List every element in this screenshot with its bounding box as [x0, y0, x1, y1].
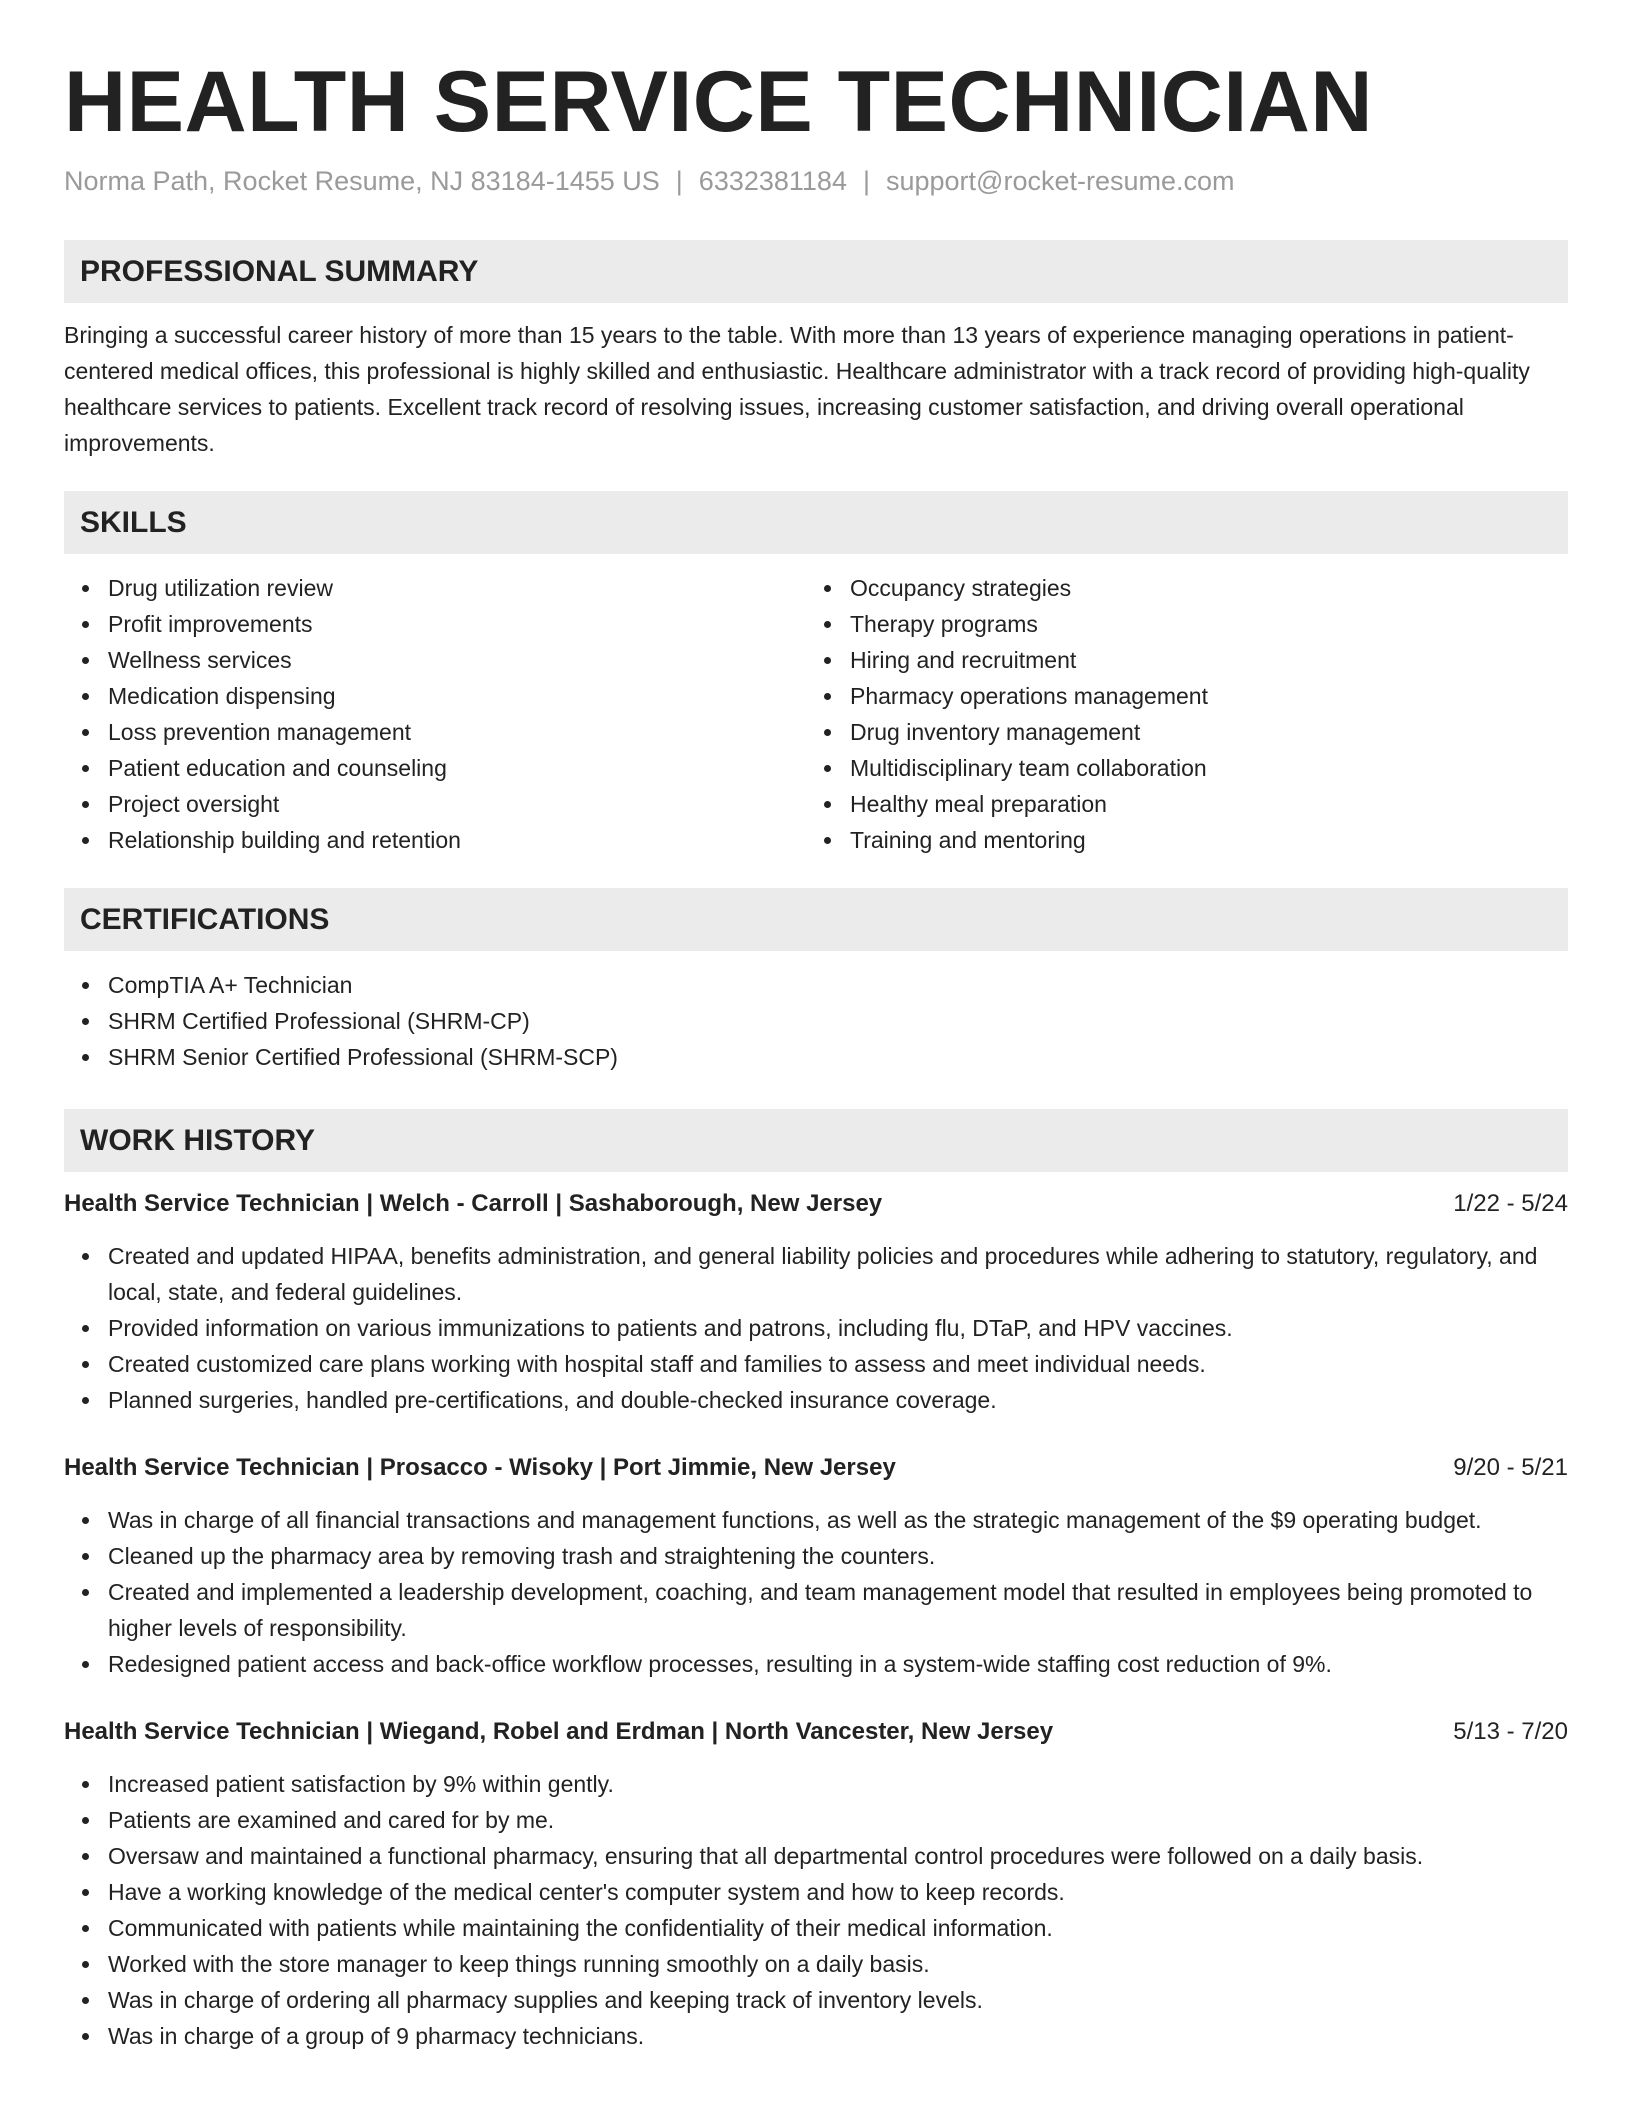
contact-separator: |: [675, 166, 683, 196]
job-bullet: Worked with the store manager to keep things running smoothly on a daily basis.: [64, 1946, 1568, 1982]
job-bullets: [64, 1502, 1568, 1682]
contact-address: Norma Path, Rocket Resume, NJ 83184-1455 US: [64, 166, 660, 196]
skill-item: Wellness services: [64, 642, 806, 678]
job-bullet: Patients are examined and cared for by me.: [64, 1802, 1568, 1838]
skills-section-header: [64, 491, 1568, 554]
job-bullets: [64, 1766, 1568, 2054]
job-entry: [64, 1450, 1568, 1682]
job-bullet: Created and updated HIPAA, benefits administration, and general liability policies and procedures while adhering to statutory, regulatory, and local, state, and federal guidelines.: [64, 1238, 1568, 1310]
job-header: [64, 1450, 1568, 1486]
job-bullet: Planned surgeries, handled pre-certifications, and double-checked insurance coverage.: [64, 1382, 1568, 1418]
work-history-heading: WORK HISTORY: [80, 1123, 316, 1157]
job-dates: 5/13 - 7/20: [1453, 1718, 1568, 1745]
summary-section-header: [64, 240, 1568, 303]
job-bullet: Provided information on various immunizations to patients and patrons, including flu, DTaP, and HPV vaccines.: [64, 1310, 1568, 1346]
job-bullet: Was in charge of ordering all pharmacy supplies and keeping track of inventory levels.: [64, 1982, 1568, 2018]
job-entry: [64, 1714, 1568, 2054]
job-bullet: Communicated with patients while maintaining the confidentiality of their medical information.: [64, 1910, 1568, 1946]
skill-item: Training and mentoring: [806, 822, 1548, 858]
summary-text: Bringing a successful career history of more than 15 years to the table. With more than 13 years of experience managing operations in patient-centered medical offices, this professional is highly skilled and enthusiastic. Healthcare administrator with a track record of providing high-quality healthcare services to patients. Excellent track record of resolving issues, increasing customer satisfaction, and driving overall operational improvements.: [64, 322, 1530, 456]
job-dates: 1/22 - 5/24: [1453, 1190, 1568, 1217]
certifications-heading: CERTIFICATIONS: [80, 902, 330, 936]
contact-separator: |: [862, 166, 870, 196]
contact-line: [64, 164, 1568, 198]
job-header: [64, 1186, 1568, 1222]
skills-heading: SKILLS: [80, 505, 187, 539]
job-bullets: [64, 1238, 1568, 1418]
skill-item: Multidisciplinary team collaboration: [806, 750, 1548, 786]
skills-list-left: [64, 570, 806, 858]
certification-item: CompTIA A+ Technician: [64, 967, 1568, 1003]
resume-page: [64, 0, 1568, 2054]
skill-item: Pharmacy operations management: [806, 678, 1548, 714]
job-header: [64, 1714, 1568, 1750]
skill-item: Patient education and counseling: [64, 750, 806, 786]
job-bullet: Created customized care plans working with hospital staff and families to assess and meet individual needs.: [64, 1346, 1568, 1382]
certification-item: SHRM Certified Professional (SHRM-CP): [64, 1003, 1568, 1039]
skills-grid: [64, 570, 1568, 858]
skills-list-right: [806, 570, 1548, 858]
summary-heading: PROFESSIONAL SUMMARY: [80, 254, 479, 288]
skill-item: Profit improvements: [64, 606, 806, 642]
skill-item: Medication dispensing: [64, 678, 806, 714]
skill-item: Healthy meal preparation: [806, 786, 1548, 822]
job-bullet: Redesigned patient access and back-office workflow processes, resulting in a system-wide staffing cost reduction of 9%.: [64, 1646, 1568, 1682]
skill-item: Occupancy strategies: [806, 570, 1548, 606]
job-bullet: Created and implemented a leadership development, coaching, and team management model that resulted in employees being promoted to higher levels of responsibility.: [64, 1574, 1568, 1646]
job-bullet: Increased patient satisfaction by 9% within gently.: [64, 1766, 1568, 1802]
job-bullet: Was in charge of a group of 9 pharmacy technicians.: [64, 2018, 1568, 2054]
certifications-list: [64, 967, 1568, 1075]
skill-item: Therapy programs: [806, 606, 1548, 642]
certifications-section-header: [64, 888, 1568, 951]
skill-item: Project oversight: [64, 786, 806, 822]
job-heading: Health Service Technician | Wiegand, Robel and Erdman | North Vancester, New Jersey: [64, 1718, 1054, 1745]
resume-title: HEALTH SERVICE TECHNICIAN: [64, 54, 1373, 150]
skill-item: Relationship building and retention: [64, 822, 806, 858]
job-heading: Health Service Technician | Prosacco - Wisoky | Port Jimmie, New Jersey: [64, 1454, 896, 1481]
job-bullet: Was in charge of all financial transactions and management functions, as well as the strategic management of the $9 operating budget.: [64, 1502, 1568, 1538]
contact-email[interactable]: support@rocket-resume.com: [885, 166, 1235, 196]
skill-item: Drug inventory management: [806, 714, 1548, 750]
job-bullet: Oversaw and maintained a functional pharmacy, ensuring that all departmental control procedures were followed on a daily basis.: [64, 1838, 1568, 1874]
skill-item: Loss prevention management: [64, 714, 806, 750]
skill-item: Drug utilization review: [64, 570, 806, 606]
job-bullet: Cleaned up the pharmacy area by removing trash and straightening the counters.: [64, 1538, 1568, 1574]
job-bullet: Have a working knowledge of the medical center's computer system and how to keep records.: [64, 1874, 1568, 1910]
work-history-section-header: [64, 1109, 1568, 1172]
job-dates: 9/20 - 5/21: [1453, 1454, 1568, 1481]
certification-item: SHRM Senior Certified Professional (SHRM-SCP): [64, 1039, 1568, 1075]
skill-item: Hiring and recruitment: [806, 642, 1548, 678]
job-heading: Health Service Technician | Welch - Carroll | Sashaborough, New Jersey: [64, 1190, 883, 1217]
contact-phone: 6332381184: [698, 166, 847, 196]
job-entry: [64, 1186, 1568, 1418]
